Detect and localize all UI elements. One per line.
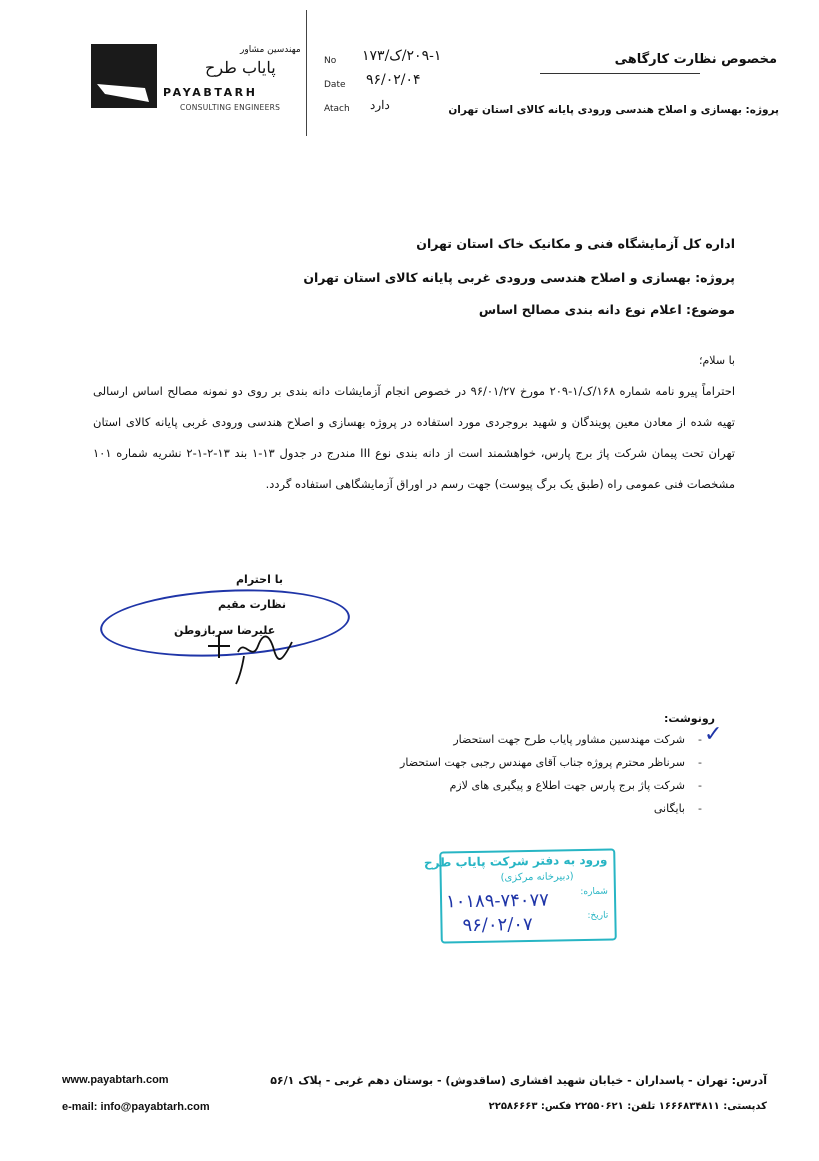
date-value: ۹۶/۰۲/۰۴ xyxy=(366,72,421,88)
subject: موضوع: اعلام نوع دانه بندی مصالح اساس xyxy=(478,302,735,317)
checkmark-icon: ✓ xyxy=(704,722,723,747)
stamp-date-value: ۹۶/۰۲/۰۷ xyxy=(462,913,533,937)
footer-email[interactable]: e-mail: info@payabtarh.com xyxy=(62,1101,210,1113)
stamp-subtitle: (دبیرخانه مرکزی) xyxy=(500,871,574,884)
company-logo-mark xyxy=(91,44,157,108)
date-label: Date xyxy=(324,80,346,90)
project-line: پروژه: بهسازی و اصلاح هندسی ورودی غربی پایانه کالای استان تهران xyxy=(303,270,735,285)
cc-list xyxy=(355,728,715,820)
list-item: -شرکت مهندسین مشاور پایاب طرح جهت استحضار xyxy=(453,733,702,746)
header-title-underline xyxy=(540,73,700,74)
stamp-number-label: شماره: xyxy=(580,886,609,898)
recipient: اداره کل آزمایشگاه فنی و مکانیک خاک استان تهران xyxy=(416,236,735,251)
attach-value: دارد xyxy=(370,98,390,112)
greeting: با سلام؛ xyxy=(699,354,735,367)
cc-title: رونوشت: xyxy=(663,712,715,725)
letter-body: احتراماً پیرو نامه شماره ۱۶۸/ک/۱-۲۰۹ مورخ ۹۶/۰۱/۲۷ در خصوص انجام آزمایشات دانه بندی بر روی دو نمونه مصالح اساس ارسالی تهیه شده از معادن معین پویندگان و شهید بروجردی مورد استفاده در پروژه بهسازی و اصلاح هندسی ورودی غربی پایانه کالای استان تهران تحت پیمان شرکت پاژ برج پارس، خواهشمند است از دانه بندی نوع III مندرج در جدول ۱۳-۱ بند ۱۳-۲-۱-۲ نشریه شماره ۱۰۱ مشخصات فنی عمومی راه (طبق یک برگ پیوست) جهت رسم در اوراق آزمایشگاهی استفاده گردد. xyxy=(93,384,736,491)
header-title: مخصوص نظارت کارگاهی xyxy=(614,52,777,67)
list-item: -بایگانی xyxy=(653,802,702,815)
number-label: No xyxy=(324,56,337,66)
list-item: -سرناظر محترم پروژه جناب آقای مهندس رجبی جهت استحضار xyxy=(400,756,702,769)
logo-en-name: PAYABTARH xyxy=(163,86,258,99)
handwritten-signature xyxy=(200,632,300,688)
signatory-role: نظارت مقیم xyxy=(218,598,287,611)
footer-contacts: کدپستی: ۱۶۶۶۸۳۴۸۱۱ تلفن: ۲۲۵۵۰۶۲۱ فکس: ۲۲۵۸۶۶۶۳ xyxy=(488,1101,767,1112)
signatory-name: علیرضا سربازوطن xyxy=(174,624,276,637)
stamp-title: ورود به دفتر شرکت پایاب طرح xyxy=(423,852,608,870)
closing: با احترام xyxy=(236,573,283,586)
number-value: ۲۰۹-۱/ک/۱۷۳ xyxy=(362,48,442,64)
logo-fa-subtitle: مهندسین مشاور xyxy=(240,45,301,55)
footer-website[interactable]: www.payabtarh.com xyxy=(62,1074,169,1086)
header-divider xyxy=(306,10,307,136)
header-project: پروژه: بهسازی و اصلاح هندسی ورودی پایانه کالای استان تهران xyxy=(448,104,779,116)
logo-en-subtitle: CONSULTING ENGINEERS xyxy=(180,103,281,112)
registry-stamp xyxy=(423,848,617,943)
footer-address: آدرس: تهران - پاسداران - خیابان شهید افشاری (ساقدوش) - بوستان دهم غربی - پلاک ۵۶/۱ xyxy=(270,1074,767,1087)
list-item: -شرکت پاژ برج پارس جهت اطلاع و پیگیری های لازم xyxy=(449,779,702,792)
logo-fa-name: پایاب طرح xyxy=(205,58,276,77)
attach-label: Atach xyxy=(324,104,350,114)
stamp-date-label: تاریخ: xyxy=(587,910,609,921)
stamp-number-value: ۱۰۱۸۹-۷۴۰۷۷ xyxy=(445,889,550,913)
